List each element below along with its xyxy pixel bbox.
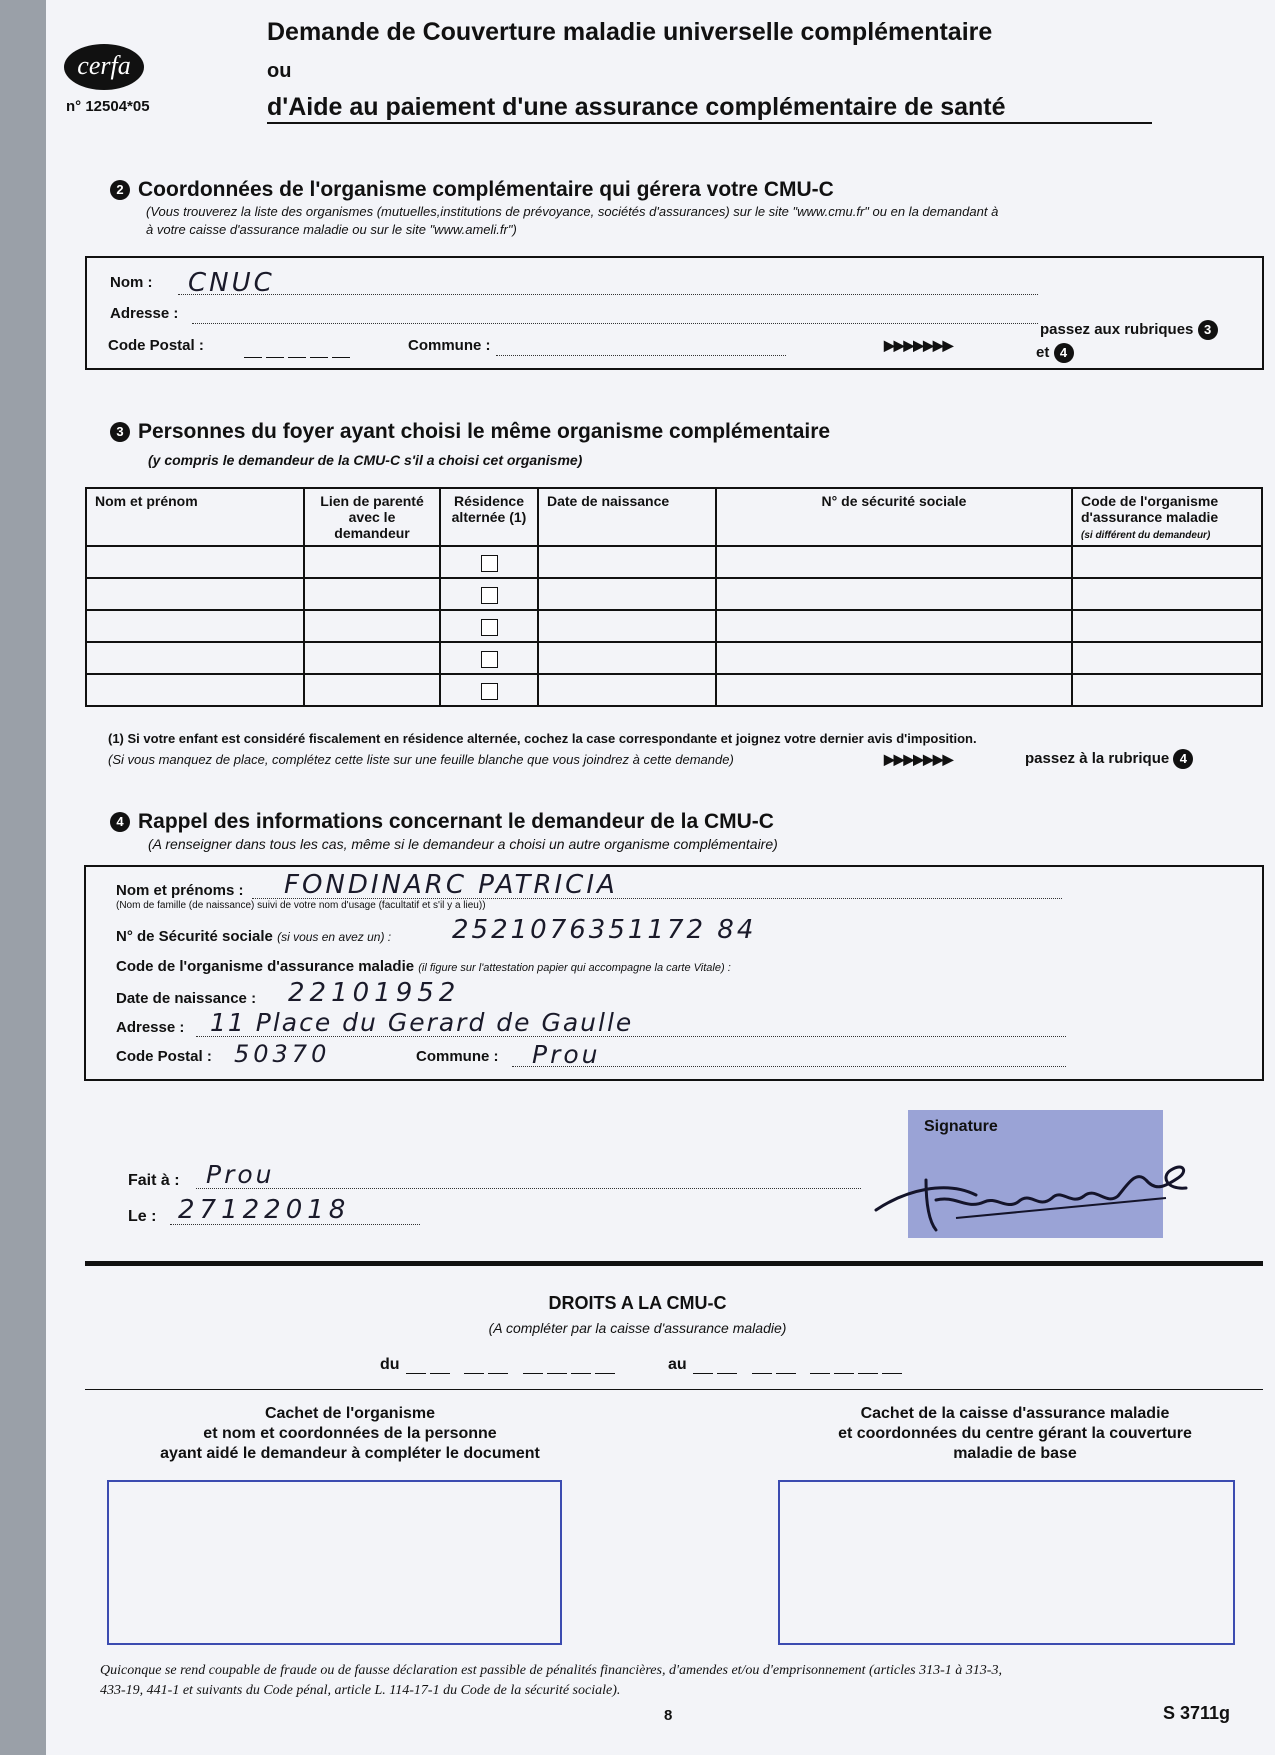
demandeur-nom-note: (Nom de famille (de naissance) suivi de votre nom d'usage (facultatif et s'il y a lieu))	[116, 900, 486, 911]
cerfa-logo: cerfa	[64, 44, 144, 90]
demandeur-code-org-label: Code de l'organisme d'assurance maladie (il figure sur l'attestation papier qui accompagne la carte Vitale) :	[116, 958, 731, 975]
section3-passez: passez à la rubrique 4	[1025, 749, 1193, 769]
section4-number: 4	[110, 812, 130, 832]
demandeur-commune-value[interactable]: Prou	[532, 1040, 601, 1069]
section4-title: 4 Rappel des informations concernant le demandeur de la CMU-C	[110, 810, 774, 834]
table-row	[86, 674, 1262, 706]
col-code-org: Code de l'organisme d'assurance maladie (si différent du demandeur)	[1072, 488, 1262, 546]
page-number: 8	[664, 1707, 673, 1724]
section3-subtitle: (y compris le demandeur de la CMU-C s'il a choisi cet organisme)	[148, 452, 583, 468]
title-underline	[267, 122, 1152, 124]
table-row	[86, 642, 1262, 674]
org-cp-boxes[interactable]	[242, 340, 352, 358]
col-nom: Nom et prénom	[86, 488, 304, 546]
droits-au: au	[668, 1356, 904, 1374]
residence-checkbox[interactable]	[481, 587, 498, 604]
org-commune-label: Commune :	[408, 337, 491, 354]
page-edge	[0, 0, 46, 1755]
droits-subtitle: (A compléter par la caisse d'assurance maladie)	[488, 1320, 787, 1336]
section2-arrows: ▶▶▶▶▶▶▶	[884, 337, 953, 353]
thin-divider	[85, 1389, 1263, 1390]
demandeur-adresse-value[interactable]: 11 Place du Gerard de Gaulle	[210, 1008, 634, 1037]
cachet-organisme-box[interactable]	[107, 1480, 562, 1645]
col-secu: N° de sécurité sociale	[716, 488, 1072, 546]
section3-arrows: ▶▶▶▶▶▶▶	[884, 751, 953, 767]
thick-divider	[85, 1261, 1263, 1266]
section2-title: 2 Coordonnées de l'organisme complémentaire qui gérera votre CMU-C	[110, 178, 834, 202]
demandeur-naissance-value[interactable]: 22101952	[288, 978, 461, 1008]
title-line2: d'Aide au paiement d'une assurance complémentaire de santé	[267, 93, 1006, 121]
cachet-left-label: Cachet de l'organisme et nom et coordonnées de la personne ayant aidé le demandeur à compléter le document	[160, 1405, 540, 1462]
fait-a-value[interactable]: Prou	[206, 1160, 275, 1189]
table-row	[86, 578, 1262, 610]
section3-title: 3 Personnes du foyer ayant choisi le même organisme complémentaire	[110, 420, 830, 444]
org-commune-line[interactable]	[496, 355, 786, 356]
le-value[interactable]: 27122018	[178, 1195, 351, 1225]
legal-line2: 433-19, 441-1 et suivants du Code pénal, article L. 114-17-1 du Code de la sécurité sociale).	[100, 1683, 621, 1698]
col-lien: Lien de parenté avec le demandeur	[304, 488, 440, 546]
form-code: S 3711g	[1163, 1703, 1231, 1723]
cachet-right-label: Cachet de la caisse d'assurance maladie et coordonnées du centre gérant la couverture maladie de base	[838, 1405, 1192, 1462]
table-row	[86, 610, 1262, 642]
signature-label: Signature	[924, 1118, 998, 1135]
org-nom-line	[178, 294, 1038, 295]
section3-number: 3	[110, 422, 130, 442]
demandeur-commune-label: Commune :	[416, 1048, 499, 1065]
org-nom-value[interactable]: CNUC	[188, 268, 275, 298]
droits-du: du	[380, 1356, 617, 1374]
fait-a-line	[196, 1188, 861, 1189]
section2-passez-et: et 4	[1036, 343, 1074, 363]
demandeur-secu-value[interactable]: 2521076351172 84	[452, 915, 757, 945]
col-residence: Résidence alternée (1)	[440, 488, 538, 546]
org-cp-label: Code Postal :	[108, 337, 204, 354]
section4-subtitle: (A renseigner dans tous les cas, même si le demandeur a choisi un autre organisme complémentaire)	[148, 836, 778, 852]
cachet-caisse-box[interactable]	[778, 1480, 1235, 1645]
demandeur-cp-label: Code Postal :	[116, 1048, 212, 1065]
section2-note2: à votre caisse d'assurance maladie ou sur le site "www.ameli.fr")	[146, 222, 517, 237]
section3-footnote2: (Si vous manquez de place, complétez cette liste sur une feuille blanche que vous joindrez à cette demande)	[108, 752, 734, 767]
le-label: Le :	[128, 1208, 157, 1225]
residence-checkbox[interactable]	[481, 683, 498, 700]
persons-table	[85, 487, 1263, 707]
residence-checkbox[interactable]	[481, 555, 498, 572]
droits-title: DROITS A LA CMU-C	[548, 1293, 727, 1313]
fait-a-label: Fait à :	[128, 1172, 180, 1189]
demandeur-cp-value[interactable]: 50370	[234, 1040, 331, 1068]
section2-passez: passez aux rubriques 3	[1040, 320, 1218, 340]
org-adresse-label: Adresse :	[110, 305, 179, 322]
title-line1: Demande de Couverture maladie universelle complémentaire	[267, 18, 993, 46]
org-nom-label: Nom :	[110, 274, 153, 291]
signature-image	[866, 1140, 1226, 1240]
legal-line1: Quiconque se rend coupable de fraude ou de fausse déclaration est passible de pénalités financières, d'amendes et/ou d'emprisonnement (articles 313-1 à 313-3,	[100, 1663, 1002, 1678]
residence-checkbox[interactable]	[481, 619, 498, 636]
demandeur-naissance-label: Date de naissance :	[116, 990, 257, 1007]
demandeur-adresse-label: Adresse :	[116, 1019, 185, 1036]
section3-footnote: (1) Si votre enfant est considéré fiscalement en résidence alternée, cochez la case correspondante et joignez votre dernier avis d'imposition.	[108, 731, 977, 746]
demandeur-secu-label: N° de Sécurité sociale (si vous en avez un) :	[116, 928, 392, 945]
org-adresse-line[interactable]	[192, 323, 1038, 324]
demandeur-nom-value[interactable]: FONDINARC PATRICIA	[284, 870, 618, 900]
residence-checkbox[interactable]	[481, 651, 498, 668]
table-row	[86, 546, 1262, 578]
form-number: n° 12504*05	[66, 98, 150, 115]
section2-number: 2	[110, 180, 130, 200]
title-ou: ou	[267, 60, 292, 82]
demandeur-nom-label: Nom et prénoms :	[116, 882, 244, 899]
section2-note1: (Vous trouverez la liste des organismes (mutuelles,institutions de prévoyance, sociétés d'assurances) sur le site "www.cmu.fr" ou en la demandant à	[146, 204, 999, 219]
col-naissance: Date de naissance	[538, 488, 716, 546]
